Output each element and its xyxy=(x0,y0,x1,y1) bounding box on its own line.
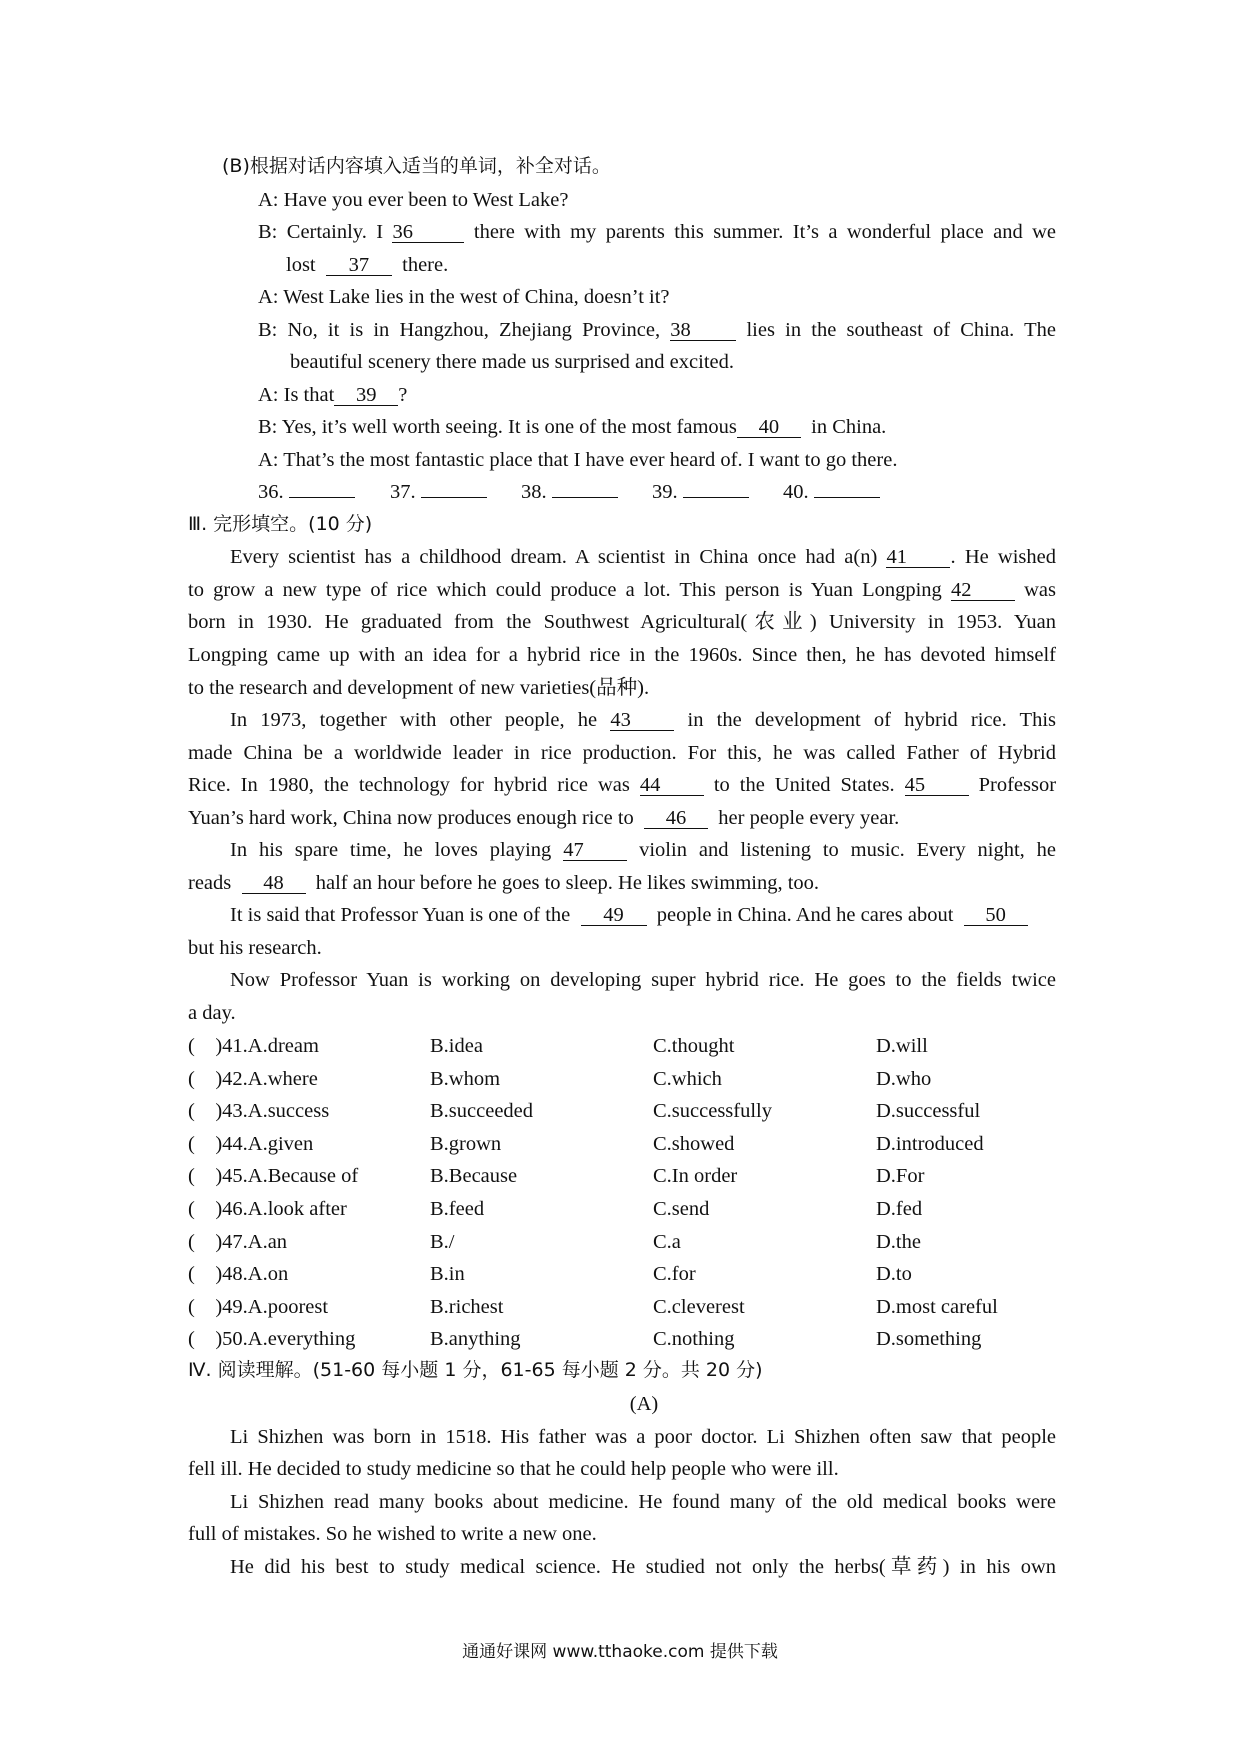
option-b: B.anything xyxy=(430,1328,521,1351)
blank-41[interactable]: 41 xyxy=(886,547,950,568)
blank-38[interactable]: 38 xyxy=(670,320,736,341)
option-d: D.successful xyxy=(876,1100,981,1123)
blank-43[interactable]: 43 xyxy=(610,710,674,731)
blank-36[interactable]: 36 xyxy=(392,222,464,243)
option-b: B./ xyxy=(430,1230,455,1253)
option-c: C.successfully xyxy=(653,1100,772,1123)
option-b: B.feed xyxy=(430,1198,485,1220)
section-3-heading: Ⅲ. 完形填空。(10 分) xyxy=(188,513,373,535)
blank-48[interactable]: 48 xyxy=(242,873,306,894)
option-c: C.cleverest xyxy=(653,1295,745,1318)
option-c: C.nothing xyxy=(653,1328,735,1351)
dialogue-line: lost 37 there. xyxy=(286,254,449,276)
option-d: D.to xyxy=(876,1263,912,1286)
blank-44[interactable]: 44 xyxy=(640,775,704,796)
blank-46[interactable]: 46 xyxy=(644,808,708,829)
question-option-a[interactable]: ( )49.A.poorest xyxy=(188,1295,329,1318)
answer-blank-39[interactable] xyxy=(683,497,749,498)
passage-line: Li Shizhen was born in 1518. His father was a poor doctor. Li Shizhen often saw that people xyxy=(230,1426,1056,1448)
option-d: D.who xyxy=(876,1067,932,1090)
passage-line: born in 1930. He graduated from the Southwest Agricultural(农业) University in 1953. Yuan xyxy=(188,611,1056,633)
passage-line: Yuan’s hard work, China now produces enough rice to 46 her people every year. xyxy=(188,807,900,829)
passage-line: Li Shizhen read many books about medicine. He found many of the old medical books were xyxy=(230,1491,1056,1513)
dialogue-line: A: West Lake lies in the west of China, doesn’t it? xyxy=(258,286,670,308)
option-b: B.Because xyxy=(430,1165,518,1188)
question-option-a[interactable]: ( )41.A.dream xyxy=(188,1035,319,1057)
passage-label: (A) xyxy=(629,1393,659,1415)
option-d: D.introduced xyxy=(876,1132,984,1155)
option-b: B.succeeded xyxy=(430,1100,534,1123)
blank-39[interactable]: 39 xyxy=(334,385,398,406)
dialogue-line: A: Have you ever been to West Lake? xyxy=(258,189,569,211)
answer-row: 38. xyxy=(521,480,618,504)
dialogue-line: A: Is that 39 ? xyxy=(258,384,408,406)
option-d: D.will xyxy=(876,1035,928,1057)
question-option-a[interactable]: ( )50.A.everything xyxy=(188,1328,356,1351)
passage-line: to the research and development of new varieties(品种). xyxy=(188,677,650,699)
blank-45[interactable]: 45 xyxy=(905,775,969,796)
blank-50[interactable]: 50 xyxy=(964,905,1028,926)
question-option-a[interactable]: ( )46.A.look after xyxy=(188,1198,347,1220)
passage-line: In his spare time, he loves playing 47 violin and listening to music. Every night, he xyxy=(230,839,1057,861)
option-d: D.most careful xyxy=(876,1295,998,1318)
answer-row: 36. xyxy=(258,480,355,504)
question-option-a[interactable]: ( )47.A.an xyxy=(188,1230,288,1253)
passage-line: to grow a new type of rice which could produce a lot. This person is Yuan Longping 42 was xyxy=(188,579,1057,601)
answer-blank-40[interactable] xyxy=(814,497,880,498)
option-b: B.richest xyxy=(430,1295,504,1318)
option-c: C.thought xyxy=(653,1035,735,1057)
question-option-a[interactable]: ( )44.A.given xyxy=(188,1132,314,1155)
passage-line: a day. xyxy=(188,1002,236,1024)
option-d: D.fed xyxy=(876,1198,923,1220)
option-c: C.In order xyxy=(653,1165,738,1188)
dialogue-line: A: That’s the most fantastic place that I have ever heard of. I want to go there. xyxy=(258,449,898,471)
passage-line: In 1973, together with other people, he 43 in the development of hybrid rice. This xyxy=(230,709,1056,731)
section-4-heading: Ⅳ. 阅读理解。(51-60 每小题 1 分，61-65 每小题 2 分。共 20 分) xyxy=(188,1359,763,1381)
dialogue-line: B: No, it is in Hangzhou, Zhejiang Province, 38 lies in the southeast of China. The xyxy=(258,319,1056,341)
option-c: C.showed xyxy=(653,1132,735,1155)
passage-line: He did his best to study medical science. He studied not only the herbs(草药) in his own xyxy=(230,1556,1056,1578)
question-option-a[interactable]: ( )45.A.Because of xyxy=(188,1165,359,1188)
dialogue-line: B: Certainly. I 36 there with my parents this summer. It’s a wonderful place and we xyxy=(258,221,1057,243)
option-d: D.For xyxy=(876,1165,925,1188)
passage-line: Now Professor Yuan is working on developing super hybrid rice. He goes to the fields twice xyxy=(230,969,1056,991)
question-option-a[interactable]: ( )48.A.on xyxy=(188,1263,289,1286)
question-option-a[interactable]: ( )43.A.success xyxy=(188,1100,330,1123)
blank-37[interactable]: 37 xyxy=(326,255,392,276)
passage-line: Rice. In 1980, the technology for hybrid rice was 44 to the United States. 45 Professor xyxy=(188,774,1057,796)
option-b: B.in xyxy=(430,1263,465,1286)
answer-row: 39. xyxy=(652,480,749,504)
option-d: D.the xyxy=(876,1230,921,1253)
answer-row: 37. xyxy=(390,480,487,504)
dialogue-line: beautiful scenery there made us surprised and excited. xyxy=(290,351,734,373)
option-c: C.send xyxy=(653,1198,710,1220)
passage-line: Longping came up with an idea for a hybrid rice in the 1960s. Since then, he has devoted himself xyxy=(188,644,1056,666)
answer-row: 40. xyxy=(783,480,880,504)
answer-blank-36[interactable] xyxy=(289,497,355,498)
blank-49[interactable]: 49 xyxy=(581,905,647,926)
blank-42[interactable]: 42 xyxy=(951,580,1015,601)
passage-line: made China be a worldwide leader in rice production. For this, he was called Father of Hybrid xyxy=(188,742,1056,764)
dialogue-line: B: Yes, it’s well worth seeing. It is one of the most famous 40 in China. xyxy=(258,416,887,438)
passage-line: but his research. xyxy=(188,937,322,959)
passage-line: fell ill. He decided to study medicine so that he could help people who were ill. xyxy=(188,1458,839,1480)
answer-blank-37[interactable] xyxy=(421,497,487,498)
question-option-a[interactable]: ( )42.A.where xyxy=(188,1067,318,1090)
passage-line: Every scientist has a childhood dream. A scientist in China once had a(n) 41 . He wished xyxy=(230,546,1056,568)
answer-blank-38[interactable] xyxy=(552,497,618,498)
option-b: B.grown xyxy=(430,1132,502,1155)
option-d: D.something xyxy=(876,1328,982,1351)
passage-line: reads 48 half an hour before he goes to sleep. He likes swimming, too. xyxy=(188,872,820,894)
blank-40[interactable]: 40 xyxy=(737,417,801,438)
option-c: C.a xyxy=(653,1230,681,1253)
passage-line: It is said that Professor Yuan is one of the 49 people in China. And he cares about 50 xyxy=(230,903,1028,927)
section-b-heading: (B)根据对话内容填入适当的单词，补全对话。 xyxy=(222,155,611,177)
option-c: C.for xyxy=(653,1263,696,1286)
passage-line: full of mistakes. So he wished to write a new one. xyxy=(188,1523,597,1545)
blank-47[interactable]: 47 xyxy=(563,840,627,861)
footer-credit: 通通好课网 www.tthaoke.com 提供下载 xyxy=(462,1642,778,1662)
option-b: B.whom xyxy=(430,1067,501,1090)
option-c: C.which xyxy=(653,1067,722,1090)
option-b: B.idea xyxy=(430,1035,483,1057)
